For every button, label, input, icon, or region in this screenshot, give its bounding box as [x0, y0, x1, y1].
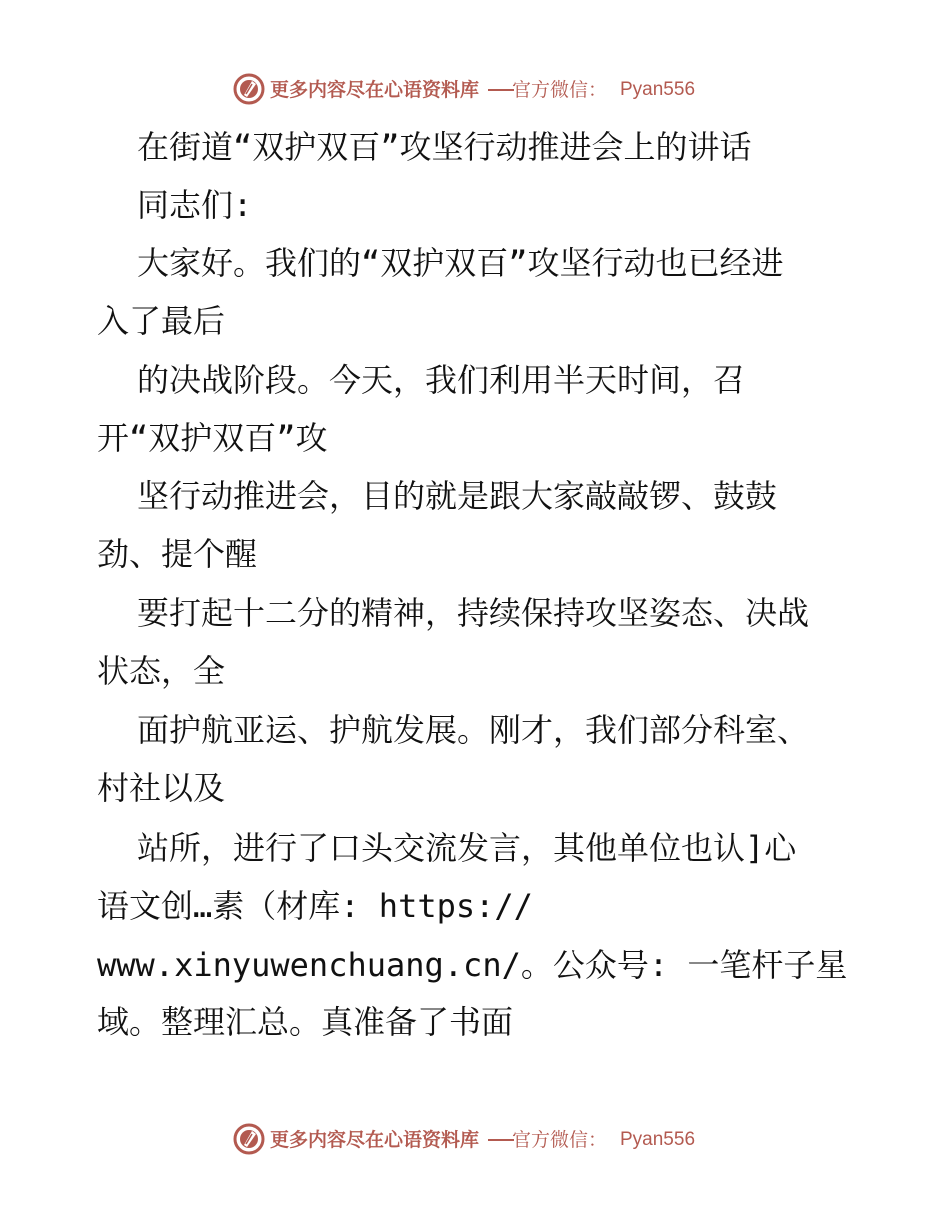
banner-wechat-label: 官方微信：: [512, 1129, 608, 1151]
text-line: 大家好。我们的“双护双百”攻坚行动也已经进: [137, 244, 784, 282]
text-line: 入了最后: [97, 302, 226, 340]
text-line: 坚行动推进会，目的就是跟大家敲敲锣、鼓鼓: [137, 477, 778, 515]
footer-banner: [0, 1120, 950, 1160]
text-line: 要打起十二分的精神，持续保持攻坚姿态、决战: [137, 594, 810, 632]
banner-dash: [488, 1139, 514, 1141]
text-line: 开“双护双百”攻: [97, 419, 328, 457]
banner-dash: [488, 89, 514, 91]
text-line: 村社以及: [97, 769, 226, 807]
salutation: 同志们:: [137, 186, 253, 224]
banner-wechat-label: 官方微信：: [512, 79, 608, 101]
text-line: 语文创…素（材库: https://: [97, 887, 533, 925]
header-banner: [0, 70, 950, 110]
text-line: www.xinyuwenchuang.cn/。公众号: 一笔杆子星: [97, 946, 848, 984]
pen-nib-circle-icon: [232, 72, 266, 106]
banner-main-text: 更多内容尽在心语资料库: [270, 1129, 480, 1151]
banner-wechat-id: Pyan556: [620, 79, 696, 100]
text-line: 状态，全: [97, 652, 226, 690]
text-line: 的决战阶段。今天，我们利用半天时间，召: [137, 361, 746, 399]
text-line: 站所，进行了口头交流发言，其他单位也认]心: [137, 829, 797, 867]
text-line: 劲、提个醒: [97, 535, 258, 573]
banner-wechat-id: Pyan556: [620, 1129, 696, 1150]
document-title: 在街道“双护双百”攻坚行动推进会上的讲话: [137, 128, 752, 166]
banner-main-text: 更多内容尽在心语资料库: [270, 79, 480, 101]
text-line: 域。整理汇总。真准备了书面: [97, 1003, 514, 1041]
pen-nib-circle-icon: [232, 1122, 266, 1156]
text-line: 面护航亚运、护航发展。刚才，我们部分科室、: [137, 711, 810, 749]
